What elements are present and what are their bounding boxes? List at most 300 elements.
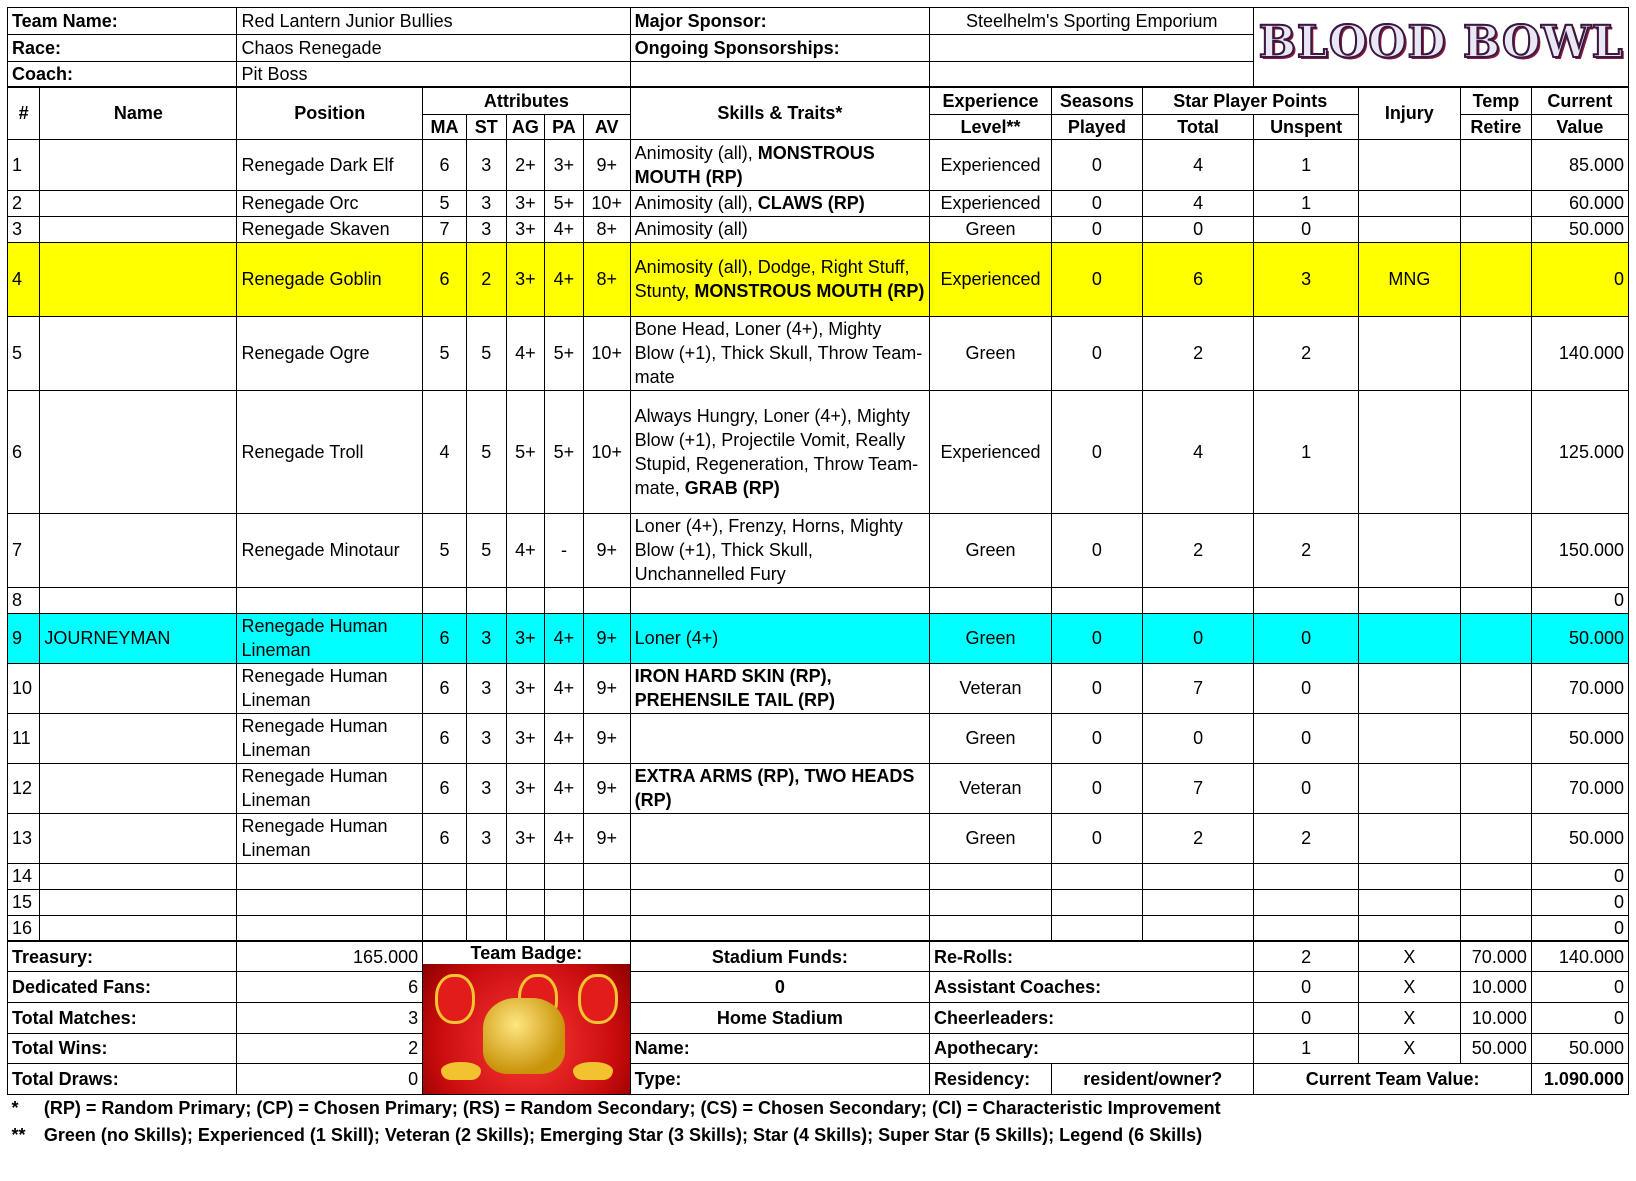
player-ag[interactable]: 3+	[506, 242, 545, 316]
player-number[interactable]: 4	[8, 242, 40, 316]
player-name[interactable]	[40, 713, 237, 763]
player-number[interactable]: 15	[8, 889, 40, 915]
player-seasons[interactable]: 0	[1052, 139, 1143, 190]
player-spp-unspent[interactable]	[1254, 587, 1358, 613]
player-av[interactable]	[583, 587, 630, 613]
player-experience[interactable]: Experienced	[930, 190, 1052, 216]
player-pa[interactable]: 4+	[545, 713, 584, 763]
player-position[interactable]: Renegade Human Lineman	[237, 763, 423, 813]
player-ma[interactable]	[423, 889, 467, 915]
player-temp-retire[interactable]	[1460, 713, 1531, 763]
player-ag[interactable]	[506, 587, 545, 613]
player-seasons[interactable]: 0	[1052, 763, 1143, 813]
player-injury[interactable]	[1358, 587, 1460, 613]
player-experience[interactable]	[930, 915, 1052, 941]
player-temp-retire[interactable]	[1460, 190, 1531, 216]
player-experience[interactable]: Experienced	[930, 242, 1052, 316]
player-name[interactable]	[40, 139, 237, 190]
apothecary-qty[interactable]: 1	[1254, 1033, 1358, 1064]
player-experience[interactable]	[930, 587, 1052, 613]
player-number[interactable]: 9	[8, 613, 40, 663]
player-skills[interactable]	[630, 587, 929, 613]
player-st[interactable]	[466, 889, 506, 915]
player-temp-retire[interactable]	[1460, 390, 1531, 513]
player-name[interactable]: JOURNEYMAN	[40, 613, 237, 663]
player-injury[interactable]	[1358, 915, 1460, 941]
player-seasons[interactable]	[1052, 915, 1143, 941]
player-position[interactable]: Renegade Minotaur	[237, 513, 423, 587]
player-skills[interactable]	[630, 813, 929, 863]
player-number[interactable]: 7	[8, 513, 40, 587]
player-skills[interactable]	[630, 216, 929, 242]
player-value[interactable]: 0	[1531, 915, 1628, 941]
player-ag[interactable]: 3+	[506, 813, 545, 863]
player-skills[interactable]	[630, 390, 929, 513]
total-matches-value[interactable]: 3	[237, 1002, 423, 1033]
player-seasons[interactable]: 0	[1052, 316, 1143, 390]
player-ma[interactable]	[423, 863, 467, 889]
team-name-value[interactable]: Red Lantern Junior Bullies	[237, 8, 630, 35]
player-pa[interactable]	[545, 915, 584, 941]
player-position[interactable]: Renegade Human Lineman	[237, 813, 423, 863]
player-experience[interactable]	[930, 889, 1052, 915]
player-position[interactable]	[237, 889, 423, 915]
player-injury[interactable]	[1358, 190, 1460, 216]
player-seasons[interactable]: 0	[1052, 613, 1143, 663]
player-spp-unspent[interactable]	[1254, 889, 1358, 915]
player-skills[interactable]	[630, 763, 929, 813]
player-seasons[interactable]: 0	[1052, 242, 1143, 316]
player-ma[interactable]: 7	[423, 216, 467, 242]
player-experience[interactable]: Experienced	[930, 139, 1052, 190]
player-ag[interactable]: 3+	[506, 663, 545, 713]
player-temp-retire[interactable]	[1460, 915, 1531, 941]
player-ma[interactable]: 6	[423, 763, 467, 813]
player-skills[interactable]	[630, 242, 929, 316]
player-row[interactable]	[8, 216, 1629, 242]
player-value[interactable]: 0	[1531, 889, 1628, 915]
player-position[interactable]	[237, 587, 423, 613]
player-experience[interactable]: Green	[930, 713, 1052, 763]
player-seasons[interactable]: 0	[1052, 216, 1143, 242]
player-number[interactable]: 10	[8, 663, 40, 713]
player-injury[interactable]: MNG	[1358, 242, 1460, 316]
col-temp-retire-2: Retire	[1460, 114, 1531, 139]
residency-value[interactable]: resident/owner?	[1052, 1064, 1254, 1095]
player-row[interactable]	[8, 190, 1629, 216]
empty-cell[interactable]	[930, 62, 1254, 88]
player-seasons[interactable]: 0	[1052, 190, 1143, 216]
player-spp-unspent[interactable]: 0	[1254, 763, 1358, 813]
player-name[interactable]	[40, 587, 237, 613]
player-injury[interactable]	[1358, 216, 1460, 242]
player-number[interactable]: 8	[8, 587, 40, 613]
player-skills[interactable]	[630, 713, 929, 763]
player-st[interactable]	[466, 587, 506, 613]
player-injury[interactable]	[1358, 863, 1460, 889]
player-position[interactable]: Renegade Human Lineman	[237, 663, 423, 713]
player-ag[interactable]	[506, 863, 545, 889]
player-ag[interactable]: 2+	[506, 139, 545, 190]
player-experience[interactable]: Green	[930, 316, 1052, 390]
player-spp-total[interactable]: 2	[1142, 513, 1254, 587]
player-pa[interactable]: 4+	[545, 813, 584, 863]
player-spp-unspent[interactable]: 0	[1254, 216, 1358, 242]
player-skills[interactable]	[630, 316, 929, 390]
player-st[interactable]	[466, 915, 506, 941]
assistant-coaches-qty[interactable]: 0	[1254, 972, 1358, 1003]
player-skills[interactable]	[630, 889, 929, 915]
player-value[interactable]: 60.000	[1531, 190, 1628, 216]
player-ma[interactable]: 6	[423, 139, 467, 190]
player-spp-total[interactable]	[1142, 587, 1254, 613]
player-st[interactable]: 2	[466, 242, 506, 316]
player-spp-total[interactable]: 0	[1142, 613, 1254, 663]
player-skills[interactable]	[630, 139, 929, 190]
skills-text: Animosity (all), Dodge, Right Stuff, Stunty,	[634, 257, 910, 301]
player-temp-retire[interactable]	[1460, 813, 1531, 863]
player-av[interactable]: 9+	[583, 813, 630, 863]
player-st[interactable]	[466, 863, 506, 889]
player-ag[interactable]: 3+	[506, 190, 545, 216]
player-seasons[interactable]	[1052, 587, 1143, 613]
player-av[interactable]	[583, 915, 630, 941]
player-row[interactable]	[8, 587, 1629, 613]
player-experience[interactable]: Green	[930, 216, 1052, 242]
player-spp-total[interactable]	[1142, 915, 1254, 941]
player-number[interactable]: 13	[8, 813, 40, 863]
player-value[interactable]: 50.000	[1531, 813, 1628, 863]
player-row[interactable]	[8, 863, 1629, 889]
player-temp-retire[interactable]	[1460, 863, 1531, 889]
player-position[interactable]: Renegade Goblin	[237, 242, 423, 316]
player-av[interactable]: 9+	[583, 613, 630, 663]
player-value[interactable]: 85.000	[1531, 139, 1628, 190]
player-spp-total[interactable]: 0	[1142, 216, 1254, 242]
player-spp-unspent[interactable]: 0	[1254, 713, 1358, 763]
player-seasons[interactable]: 0	[1052, 513, 1143, 587]
treasury-value[interactable]: 165.000	[237, 941, 423, 972]
player-skills[interactable]	[630, 613, 929, 663]
player-position[interactable]: Renegade Dark Elf	[237, 139, 423, 190]
player-value[interactable]: 0	[1531, 242, 1628, 316]
player-skills[interactable]	[630, 190, 929, 216]
player-pa[interactable]: 4+	[545, 242, 584, 316]
player-number[interactable]: 2	[8, 190, 40, 216]
player-st[interactable]: 5	[466, 390, 506, 513]
player-pa[interactable]: 5+	[545, 390, 584, 513]
player-row[interactable]	[8, 663, 1629, 713]
rerolls-x: X	[1358, 941, 1460, 972]
player-value[interactable]: 50.000	[1531, 216, 1628, 242]
player-position[interactable]: Renegade Human Lineman	[237, 713, 423, 763]
player-injury[interactable]	[1358, 813, 1460, 863]
player-name[interactable]	[40, 316, 237, 390]
player-number[interactable]: 11	[8, 713, 40, 763]
player-pa[interactable]	[545, 863, 584, 889]
player-experience[interactable]: Green	[930, 513, 1052, 587]
player-value[interactable]: 70.000	[1531, 763, 1628, 813]
player-name[interactable]	[40, 889, 237, 915]
major-sponsor-value[interactable]: Steelhelm's Sporting Emporium	[930, 8, 1254, 35]
player-position[interactable]: Renegade Skaven	[237, 216, 423, 242]
player-value[interactable]: 125.000	[1531, 390, 1628, 513]
col-current-value: Current	[1531, 87, 1628, 114]
player-pa[interactable]: 4+	[545, 613, 584, 663]
player-position[interactable]: Renegade Orc	[237, 190, 423, 216]
player-position[interactable]: Renegade Ogre	[237, 316, 423, 390]
player-spp-total[interactable]: 2	[1142, 316, 1254, 390]
player-row[interactable]	[8, 316, 1629, 390]
player-ma[interactable]: 6	[423, 613, 467, 663]
empty-cell[interactable]	[630, 62, 929, 88]
player-st[interactable]: 3	[466, 813, 506, 863]
player-av[interactable]	[583, 863, 630, 889]
player-st[interactable]: 3	[466, 763, 506, 813]
player-injury[interactable]	[1358, 513, 1460, 587]
player-name[interactable]	[40, 190, 237, 216]
player-pa[interactable]: 3+	[545, 139, 584, 190]
player-row[interactable]	[8, 242, 1629, 316]
player-temp-retire[interactable]	[1460, 242, 1531, 316]
player-ma[interactable]: 4	[423, 390, 467, 513]
ongoing-sponsorships-value[interactable]	[930, 35, 1254, 62]
player-spp-unspent[interactable]: 1	[1254, 139, 1358, 190]
player-temp-retire[interactable]	[1460, 763, 1531, 813]
player-temp-retire[interactable]	[1460, 889, 1531, 915]
player-injury[interactable]	[1358, 390, 1460, 513]
player-pa[interactable]	[545, 587, 584, 613]
player-st[interactable]: 5	[466, 513, 506, 587]
player-value[interactable]: 70.000	[1531, 663, 1628, 713]
player-row[interactable]	[8, 889, 1629, 915]
player-skills[interactable]	[630, 863, 929, 889]
player-position[interactable]: Renegade Human Lineman	[237, 613, 423, 663]
player-ma[interactable]: 6	[423, 242, 467, 316]
player-injury[interactable]	[1358, 613, 1460, 663]
player-spp-unspent[interactable]	[1254, 863, 1358, 889]
player-row[interactable]	[8, 390, 1629, 513]
player-ma[interactable]: 5	[423, 316, 467, 390]
player-st[interactable]: 3	[466, 613, 506, 663]
player-injury[interactable]	[1358, 663, 1460, 713]
player-seasons[interactable]: 0	[1052, 813, 1143, 863]
player-value[interactable]: 0	[1531, 587, 1628, 613]
player-injury[interactable]	[1358, 763, 1460, 813]
player-temp-retire[interactable]	[1460, 613, 1531, 663]
player-position[interactable]: Renegade Troll	[237, 390, 423, 513]
player-row[interactable]	[8, 513, 1629, 587]
player-name[interactable]	[40, 216, 237, 242]
player-spp-total[interactable]: 4	[1142, 390, 1254, 513]
player-av[interactable]	[583, 889, 630, 915]
player-row[interactable]	[8, 139, 1629, 190]
player-experience[interactable]	[930, 863, 1052, 889]
player-seasons[interactable]: 0	[1052, 663, 1143, 713]
player-position[interactable]	[237, 915, 423, 941]
player-spp-total[interactable]	[1142, 889, 1254, 915]
player-row[interactable]	[8, 613, 1629, 663]
player-pa[interactable]: 5+	[545, 316, 584, 390]
player-injury[interactable]	[1358, 889, 1460, 915]
player-row[interactable]	[8, 915, 1629, 941]
player-experience[interactable]: Veteran	[930, 663, 1052, 713]
player-av[interactable]: 8+	[583, 242, 630, 316]
player-spp-unspent[interactable]: 2	[1254, 813, 1358, 863]
player-ag[interactable]: 5+	[506, 390, 545, 513]
player-seasons[interactable]: 0	[1052, 713, 1143, 763]
player-ag[interactable]: 3+	[506, 216, 545, 242]
player-row[interactable]	[8, 763, 1629, 813]
player-row[interactable]	[8, 813, 1629, 863]
player-spp-total[interactable]: 7	[1142, 663, 1254, 713]
player-seasons[interactable]: 0	[1052, 390, 1143, 513]
player-ag[interactable]: 4+	[506, 316, 545, 390]
player-ag[interactable]: 4+	[506, 513, 545, 587]
player-experience[interactable]: Experienced	[930, 390, 1052, 513]
player-skills[interactable]	[630, 915, 929, 941]
player-av[interactable]: 9+	[583, 713, 630, 763]
player-skills[interactable]	[630, 513, 929, 587]
player-seasons[interactable]	[1052, 889, 1143, 915]
player-spp-total[interactable]: 0	[1142, 713, 1254, 763]
player-av[interactable]: 9+	[583, 139, 630, 190]
player-name[interactable]	[40, 513, 237, 587]
player-spp-total[interactable]	[1142, 863, 1254, 889]
player-ag[interactable]: 3+	[506, 713, 545, 763]
player-av[interactable]: 10+	[583, 390, 630, 513]
player-ma[interactable]: 6	[423, 663, 467, 713]
player-value[interactable]: 50.000	[1531, 613, 1628, 663]
player-temp-retire[interactable]	[1460, 587, 1531, 613]
player-value[interactable]: 50.000	[1531, 713, 1628, 763]
total-draws-value[interactable]: 0	[237, 1064, 423, 1095]
player-name[interactable]	[40, 763, 237, 813]
player-av[interactable]: 9+	[583, 663, 630, 713]
player-ma[interactable]: 5	[423, 190, 467, 216]
player-value[interactable]: 0	[1531, 863, 1628, 889]
player-pa[interactable]: 4+	[545, 663, 584, 713]
player-injury[interactable]	[1358, 713, 1460, 763]
player-ma[interactable]: 5	[423, 513, 467, 587]
player-av[interactable]: 9+	[583, 513, 630, 587]
player-ag[interactable]	[506, 915, 545, 941]
player-number[interactable]: 12	[8, 763, 40, 813]
player-name[interactable]	[40, 390, 237, 513]
player-name[interactable]	[40, 915, 237, 941]
stadium-funds-value[interactable]: 0	[630, 972, 929, 1003]
player-experience[interactable]: Veteran	[930, 763, 1052, 813]
player-position[interactable]	[237, 863, 423, 889]
dedicated-fans-value[interactable]: 6	[237, 972, 423, 1003]
player-st[interactable]: 3	[466, 663, 506, 713]
player-name[interactable]	[40, 863, 237, 889]
player-pa[interactable]: 5+	[545, 190, 584, 216]
footer-row-5	[8, 1064, 1629, 1095]
player-value[interactable]: 150.000	[1531, 513, 1628, 587]
player-temp-retire[interactable]	[1460, 513, 1531, 587]
apothecary-x: X	[1358, 1033, 1460, 1064]
player-spp-unspent[interactable]: 0	[1254, 663, 1358, 713]
player-ag[interactable]: 3+	[506, 763, 545, 813]
footer-row-2	[8, 972, 1629, 1003]
player-st[interactable]: 3	[466, 216, 506, 242]
player-name[interactable]	[40, 813, 237, 863]
player-spp-total[interactable]: 2	[1142, 813, 1254, 863]
player-temp-retire[interactable]	[1460, 316, 1531, 390]
player-ma[interactable]	[423, 915, 467, 941]
cheerleaders-qty[interactable]: 0	[1254, 1002, 1358, 1033]
player-experience[interactable]: Green	[930, 813, 1052, 863]
player-ma[interactable]: 6	[423, 813, 467, 863]
player-av[interactable]: 10+	[583, 316, 630, 390]
player-pa[interactable]: -	[545, 513, 584, 587]
player-spp-total[interactable]: 4	[1142, 139, 1254, 190]
player-pa[interactable]: 4+	[545, 763, 584, 813]
player-spp-unspent[interactable]: 0	[1254, 613, 1358, 663]
player-number[interactable]: 3	[8, 216, 40, 242]
player-name[interactable]	[40, 242, 237, 316]
player-spp-unspent[interactable]: 1	[1254, 190, 1358, 216]
player-number[interactable]: 6	[8, 390, 40, 513]
player-st[interactable]: 3	[466, 139, 506, 190]
player-spp-total[interactable]: 7	[1142, 763, 1254, 813]
player-ma[interactable]	[423, 587, 467, 613]
player-ag[interactable]: 3+	[506, 613, 545, 663]
player-pa[interactable]	[545, 889, 584, 915]
player-name[interactable]	[40, 663, 237, 713]
player-st[interactable]: 5	[466, 316, 506, 390]
player-spp-unspent[interactable]: 2	[1254, 316, 1358, 390]
player-spp-unspent[interactable]: 2	[1254, 513, 1358, 587]
player-spp-total[interactable]: 6	[1142, 242, 1254, 316]
player-temp-retire[interactable]	[1460, 216, 1531, 242]
player-pa[interactable]: 4+	[545, 216, 584, 242]
player-spp-total[interactable]: 4	[1142, 190, 1254, 216]
player-ma[interactable]: 6	[423, 713, 467, 763]
player-st[interactable]: 3	[466, 190, 506, 216]
player-experience[interactable]: Green	[930, 613, 1052, 663]
player-spp-unspent[interactable]: 3	[1254, 242, 1358, 316]
player-seasons[interactable]	[1052, 863, 1143, 889]
rerolls-cost: 70.000	[1460, 941, 1531, 972]
player-row[interactable]	[8, 713, 1629, 763]
player-temp-retire[interactable]	[1460, 139, 1531, 190]
player-st[interactable]: 3	[466, 713, 506, 763]
player-injury[interactable]	[1358, 316, 1460, 390]
player-value[interactable]: 140.000	[1531, 316, 1628, 390]
player-av[interactable]: 8+	[583, 216, 630, 242]
player-number[interactable]: 5	[8, 316, 40, 390]
player-ag[interactable]	[506, 889, 545, 915]
player-injury[interactable]	[1358, 139, 1460, 190]
player-number[interactable]: 16	[8, 915, 40, 941]
rerolls-qty[interactable]: 2	[1254, 941, 1358, 972]
player-av[interactable]: 9+	[583, 763, 630, 813]
player-number[interactable]: 1	[8, 139, 40, 190]
player-skills[interactable]	[630, 663, 929, 713]
blood-bowl-logo-text: BLOOD BOWL	[1258, 17, 1624, 68]
col-position: Position	[237, 87, 423, 139]
total-wins-value[interactable]: 2	[237, 1033, 423, 1064]
race-value[interactable]: Chaos Renegade	[237, 35, 630, 62]
player-temp-retire[interactable]	[1460, 663, 1531, 713]
player-spp-unspent[interactable]	[1254, 915, 1358, 941]
player-number[interactable]: 14	[8, 863, 40, 889]
player-av[interactable]: 10+	[583, 190, 630, 216]
player-spp-unspent[interactable]: 1	[1254, 390, 1358, 513]
coach-value[interactable]: Pit Boss	[237, 62, 630, 88]
